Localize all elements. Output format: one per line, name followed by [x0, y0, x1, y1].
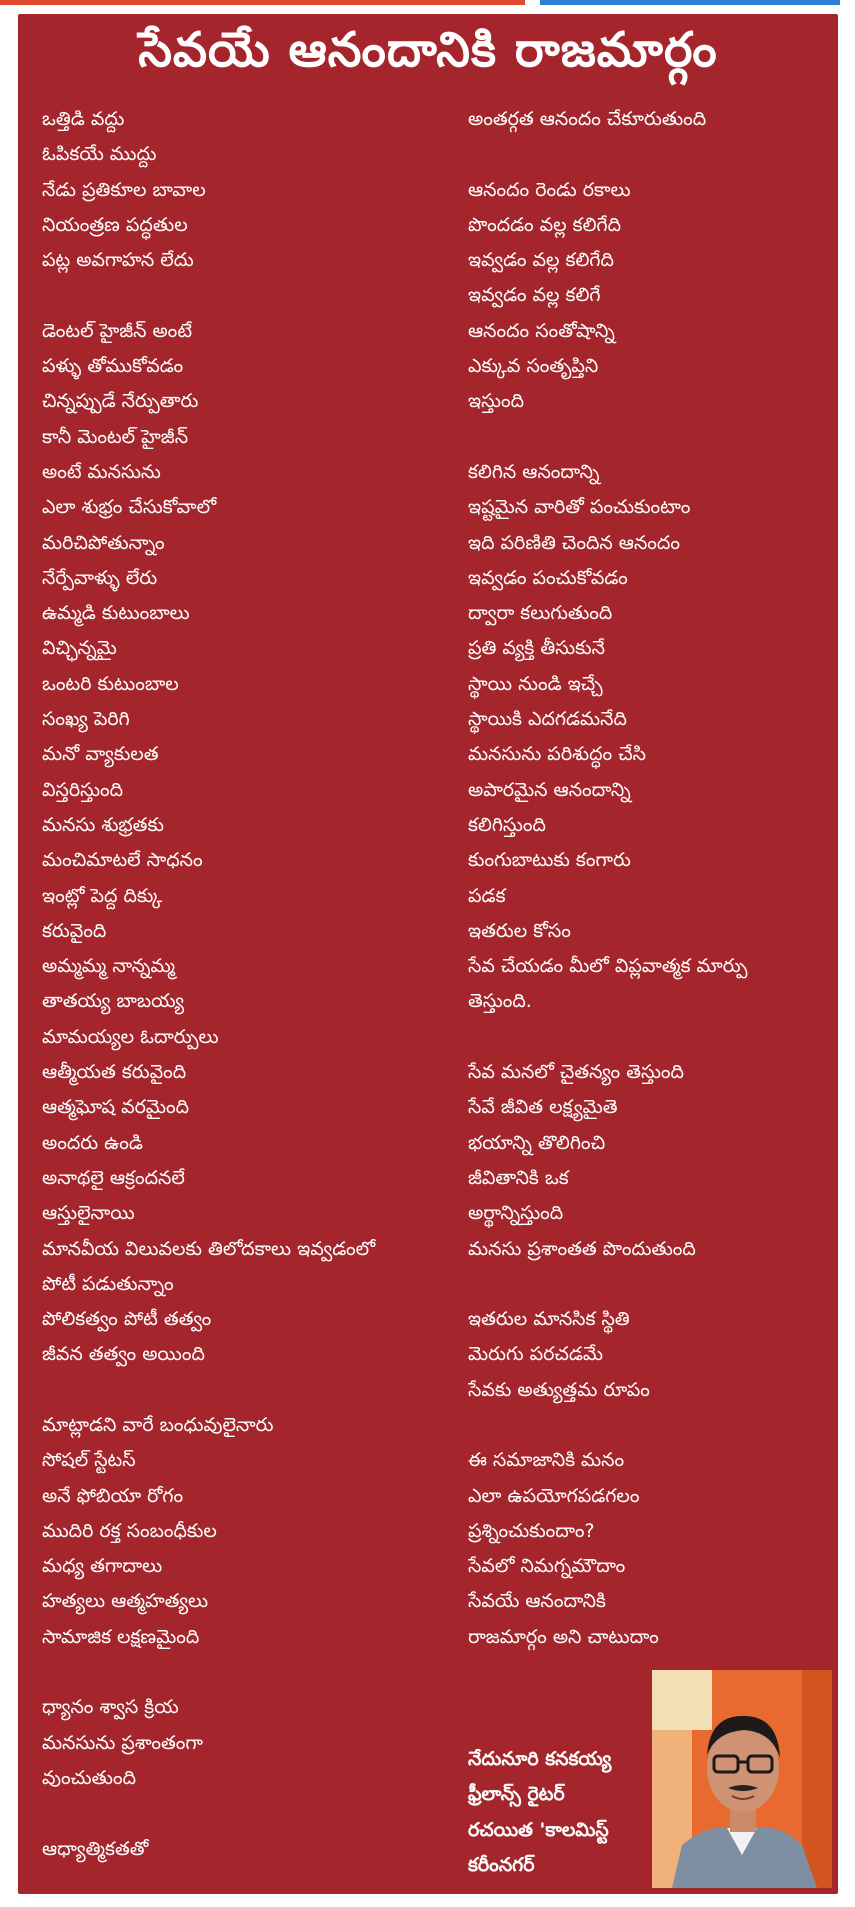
poem-line-right — [468, 1020, 828, 1055]
poem-line-left: అందరు ఉండి — [42, 1131, 143, 1154]
poem-line-left: కరువైంది — [42, 919, 107, 942]
poem-line-right — [468, 1267, 828, 1302]
author-block — [468, 1742, 611, 1883]
poem-line-left: ఆత్మీయత కరువైంది — [42, 1061, 187, 1084]
poem-line-right: ఇవ్వడం పంచుకోవడం — [468, 566, 628, 589]
poem-line-left: జీవన తత్వం అయింది — [42, 1343, 205, 1366]
poem-line-right: సేవకు అత్యుత్తమ రూపం — [468, 1378, 650, 1401]
poem-line-left: మధ్య తగాదాలు — [42, 1555, 163, 1578]
article-title: సేవయే ఆనందానికి రాజమార్గం — [138, 22, 718, 78]
poem-line-right: మెరుగు పరచడమే — [468, 1343, 604, 1366]
poem-line-left: మంచిమాటలే సాధనం — [42, 849, 203, 872]
poem-line-left: మరిచిపోతున్నాం — [42, 531, 165, 554]
poem-line-right — [468, 1408, 828, 1443]
poem-line-left: ఉమ్మడి కుటుంబాలు — [42, 602, 190, 625]
poem-line-right: రాజమార్గం అని చాటుదాం — [468, 1625, 659, 1648]
poem-line-right: ప్రశ్నించుకుందాం? — [468, 1519, 595, 1542]
poem-line-right: స్థాయి నుండి ఇచ్చే — [468, 672, 603, 695]
poem-line-right: తెస్తుంది. — [468, 990, 532, 1013]
poem-line-right — [468, 137, 828, 172]
poem-line-right: అర్థాన్నిస్తుంది — [468, 1202, 564, 1225]
poem-line-left: హత్యలు ఆత్మహత్యలు — [42, 1590, 209, 1613]
poem-line-right: పడక — [468, 884, 506, 907]
poem-line-right: సేవ మనలో చైతన్యం తెస్తుంది — [468, 1061, 684, 1084]
poem-line-left: మానవీయ విలువలకు తిలోదకాలు ఇవ్వడంలో — [42, 1237, 376, 1260]
poem-line-left: విచ్ఛిన్నమై — [42, 637, 117, 660]
poem-line-left: అనే ఫోబియా రోగం — [42, 1484, 184, 1507]
top-accent-right — [540, 0, 840, 5]
poem-line-left: విస్తరిస్తుంది — [42, 778, 124, 801]
poem-line-left — [42, 1655, 442, 1690]
poem-line-left: పట్ల అవగాహన లేదు — [42, 249, 194, 272]
poem-line-left: అంటే మనసును — [42, 460, 161, 483]
poem-line-left: సోషల్ స్టేటస్ — [42, 1449, 136, 1472]
poem-line-left: వుంచుతుంది — [42, 1766, 137, 1789]
poem-line-right: కుంగుబాటుకు కంగారు — [468, 849, 631, 872]
poem-line-right: ఇవ్వడం వల్ల కలిగేది — [468, 249, 614, 272]
poem-line-left: పోలికత్వం పోటీ తత్వం — [42, 1308, 212, 1331]
poem-line-right: సేవయే ఆనందానికి — [468, 1590, 606, 1613]
poem-line-right: స్థాయికి ఎదగడమనేది — [468, 708, 627, 731]
poem-line-right: ప్రతి వ్యక్తి తీసుకునే — [468, 637, 605, 660]
poem-line-left: ఓపికయే ముద్దు — [42, 143, 157, 166]
poem-line-right — [468, 420, 828, 455]
poem-line-left: పళ్ళు తోముకోవడం — [42, 355, 184, 378]
poem-line-right: ఇస్తుంది — [468, 390, 525, 413]
poem-line-right: సేవ చేయడం మీలో విప్లవాత్మక మార్పు — [468, 955, 748, 978]
poem-line-left: నియంత్రణ పద్ధతుల — [42, 213, 188, 236]
poem-line-right: సేవలో నిమగ్నమౌదాం — [468, 1555, 626, 1578]
poem-line-right: కలిగిస్తుంది — [468, 813, 546, 836]
author-place: కరీంనగర్ — [468, 1853, 535, 1876]
poem-line-left: పోటీ పడుతున్నాం — [42, 1272, 174, 1295]
poem-line-left: కానీ మెంటల్ హైజీన్ — [42, 425, 189, 448]
poem-left-column — [42, 102, 442, 1867]
poem-line-right: ఈ సమాజానికి మనం — [468, 1449, 625, 1472]
poem-line-left: సంఖ్య పెరిగి — [42, 708, 130, 731]
poem-line-right: ఎలా ఉపయోగపడగలం — [468, 1484, 640, 1507]
poem-line-left: ఆత్మఘోష వరమైంది — [42, 1096, 190, 1119]
poem-line-left: చిన్నప్పుడే నేర్పుతారు — [42, 390, 199, 413]
poem-line-right: మనసును పరిశుద్ధం చేసి — [468, 743, 646, 766]
poem-line-right: ఇది పరిణితి చెందిన ఆనందం — [468, 531, 680, 554]
poem-line-right: జీవితానికి ఒక — [468, 1166, 569, 1189]
poem-line-right: పొందడం వల్ల కలిగేది — [468, 213, 621, 236]
author-designation: రచయిత 'కాలమిస్ట్ — [468, 1818, 609, 1841]
poem-line-right: ద్వారా కలుగుతుంది — [468, 602, 613, 625]
poem-line-left: ఆధ్యాత్మికతతో — [42, 1837, 149, 1860]
poem-line-right: ఇతరుల మానసిక స్థితి — [468, 1308, 630, 1331]
poem-line-left: నేర్పేవాళ్ళు లేరు — [42, 566, 158, 589]
author-portrait-graphic — [652, 1670, 832, 1888]
author-photo — [652, 1670, 832, 1888]
poem-line-left: మనసును ప్రశాంతంగా — [42, 1731, 203, 1754]
poem-line-left: నేడు ప్రతికూల బావాల — [42, 178, 206, 201]
poem-line-right: ఆనందం రెండు రకాలు — [468, 178, 631, 201]
poem-line-left: ఒంటరి కుటుంబాల — [42, 672, 179, 695]
poem-line-left — [42, 1796, 442, 1831]
poem-line-right: ఎక్కువ సంతృప్తిని — [468, 355, 599, 378]
poem-line-left: ముదిరి రక్త సంబంధీకుల — [42, 1519, 217, 1542]
poem-line-right: భయాన్ని తొలిగించి — [468, 1131, 606, 1154]
poem-line-right: ఆనందం సంతోషాన్ని — [468, 319, 615, 342]
poem-line-left — [42, 278, 442, 313]
poem-line-left: అమ్మమ్మ నాన్నమ్మ — [42, 955, 176, 978]
poem-line-right: అంతర్గత ఆనందం చేకూరుతుంది — [468, 108, 707, 130]
poem-line-right: అపారమైన ఆనందాన్ని — [468, 778, 631, 801]
poem-line-right: ఇవ్వడం వల్ల కలిగే — [468, 284, 601, 307]
poem-line-right: ఇతరుల కోసం — [468, 919, 571, 942]
poem-line-left: ఆస్తులైనాయి — [42, 1202, 135, 1225]
author-role: ఫ్రీలాన్స్ రైటర్ — [468, 1783, 565, 1806]
poem-line-left: మనో వ్యాకులత — [42, 743, 159, 766]
poem-line-left: మామయ్యల ఓదార్పులు — [42, 1025, 219, 1048]
poem-line-left: ఇంట్లో పెద్ద దిక్కు — [42, 884, 163, 907]
poem-line-left — [42, 1373, 442, 1408]
poem-line-left: అనాథలై ఆక్రందనలే — [42, 1166, 185, 1189]
poem-line-right: సేవే జీవిత లక్ష్యమైతె — [468, 1096, 618, 1119]
poem-line-left: మనసు శుభ్రతకు — [42, 813, 164, 836]
poem-line-left: డెంటల్ హైజీన్ అంటే — [42, 319, 192, 342]
author-name: నేదునూరి కనకయ్య — [468, 1748, 612, 1770]
top-accent-bar — [0, 0, 855, 6]
poem-line-right: మనసు ప్రశాంతత పొందుతుంది — [468, 1237, 696, 1260]
poem-right-column — [468, 102, 828, 1655]
poem-line-right: ఇష్టమైన వారితో పంచుకుంటాం — [468, 496, 691, 519]
poem-line-left: ఒత్తిడి వద్దు — [42, 108, 125, 130]
poem-line-left: మాట్లాడని వారే బంధువులైనారు — [42, 1413, 274, 1436]
article-card — [18, 14, 838, 1894]
top-accent-left — [0, 0, 525, 5]
poem-line-left: ఎలా శుభ్రం చేసుకోవాలో — [42, 496, 217, 519]
poem-line-left: తాతయ్య బాబయ్య — [42, 990, 185, 1013]
poem-line-left: సామాజిక లక్షణమైంది — [42, 1625, 200, 1648]
poem-line-right: కలిగిన ఆనందాన్ని — [468, 460, 600, 483]
poem-line-left: ధ్యానం శ్వాస క్రియ — [42, 1696, 179, 1719]
